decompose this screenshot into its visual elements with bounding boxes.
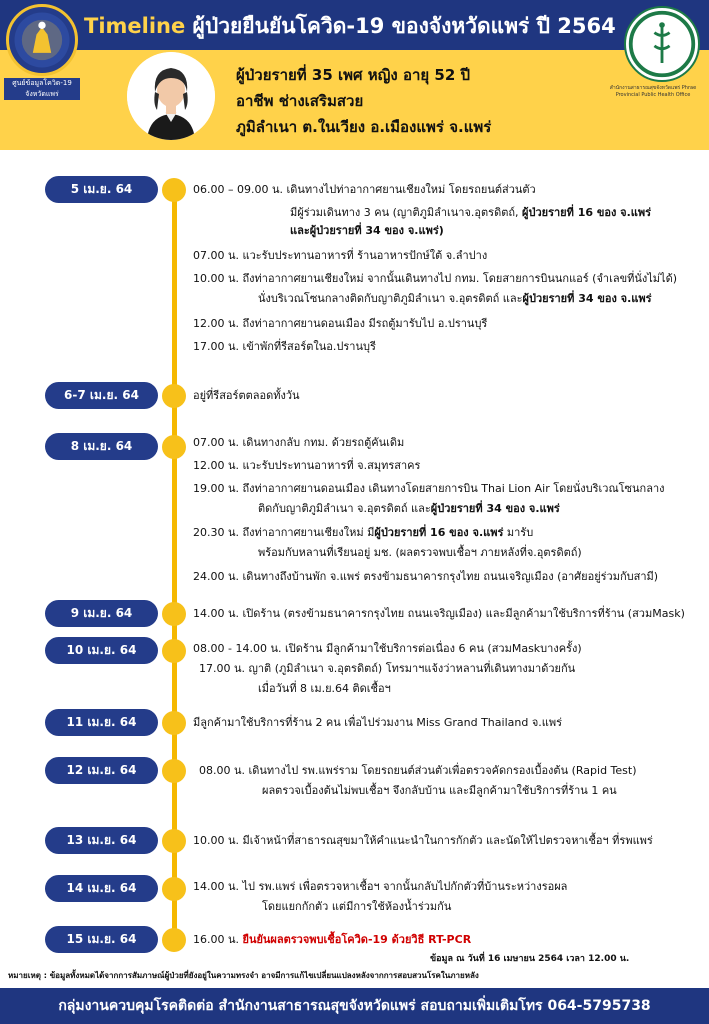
event-line: มีผู้ร่วมเดินทาง 3 คน (ญาติภูมิลำเนาจ.อุตรดิตถ์, ผู้ป่วยรายที่ 16 ของ จ.แพร่ — [290, 206, 652, 219]
event-line: ผลตรวจเบื้องต้นไม่พบเชื้อฯ จึงกลับบ้าน และมีลูกค้ามาใช้บริการที่ร้าน 1 คน — [262, 784, 617, 797]
event-line: ติดกับญาติภูมิลำเนา จ.อุตรดิตถ์ และผู้ป่วยรายที่ 34 ของ จ.แพร่ — [258, 502, 560, 515]
event-line: 17.00 น. ญาติ (ภูมิลำเนา จ.อุตรดิตถ์) โทรมาฯแจ้งว่าหลานที่เดินทางมาด้วยกัน — [199, 662, 576, 675]
event-line: 07.00 น. แวะรับประทานอาหารที่ ร้านอาหารปักษ์ใต้ จ.ลำปาง — [193, 249, 488, 262]
event-line: พร้อมกับหลานที่เรียนอยู่ มช. (ผลตรวจพบเชื้อฯ ภายหลังที่จ.อุตรดิตถ์) — [258, 546, 582, 559]
event-line: 24.00 น. เดินทางถึงบ้านพัก จ.แพร่ ตรงข้ามธนาคารกรุงไทย ถนนเจริญเมือง (อาศัยอยู่ร่วมกับสามี) — [193, 570, 659, 583]
timeline-dot — [162, 602, 186, 626]
event-line: 12.00 น. ถึงท่าอากาศยานดอนเมือง มีรถตู้มารับไป อ.ปรานบุรี — [193, 317, 488, 330]
page-title: Timeline ผู้ป่วยยืนยันโควิด-19 ของจังหวัดแพร่ ปี 2564 — [84, 14, 616, 38]
event-line: 19.00 น. ถึงท่าอากาศยานดอนเมือง เดินทางโดยสายการบิน Thai Lion Air โดยนั่งบริเวณโซนกลาง — [193, 482, 665, 495]
event-line: 17.00 น. เข้าพักที่รีสอร์ตในอ.ปรานบุรี — [193, 340, 376, 353]
timeline-dot — [162, 829, 186, 853]
timeline-dot — [162, 877, 186, 901]
moph-logo-icon — [624, 6, 700, 82]
event-line: เมื่อวันที่ 8 เม.ย.64 ติดเชื้อฯ — [258, 682, 391, 695]
patient-line-case: ผู้ป่วยรายที่ 35 เพศ หญิง อายุ 52 ปี — [236, 66, 471, 84]
date-pill-11-apr: 11 เม.ย. 64 — [45, 709, 158, 736]
date-pill-12-apr: 12 เม.ย. 64 — [45, 757, 158, 784]
event-line: 14.00 น. ไป รพ.แพร่ เพื่อตรวจหาเชื้อฯ จากนั้นกลับไปกักตัวที่บ้านระหว่างรอผล — [193, 880, 568, 893]
event-line: อยู่ที่รีสอร์ตตลอดทั้งวัน — [193, 389, 300, 402]
date-pill-5-apr: 5 เม.ย. 64 — [45, 176, 158, 203]
timeline-dot — [162, 384, 186, 408]
timeline-dot — [162, 711, 186, 735]
event-line: และผู้ป่วยรายที่ 34 ของ จ.แพร่) — [290, 224, 444, 237]
event-line: 20.30 น. ถึงท่าอากาศยานเชียงใหม่ มีผู้ป่วยรายที่ 16 ของ จ.แพร่ มารับ — [193, 526, 534, 539]
event-line: มีลูกค้ามาใช้บริการที่ร้าน 2 คน เพื่อไปร่วมงาน Miss Grand Thailand จ.แพร่ — [193, 716, 563, 729]
date-pill-6-7-apr: 6-7 เม.ย. 64 — [45, 382, 158, 409]
event-line: 07.00 น. เดินทางกลับ กทม. ด้วยรถตู้คันเดิม — [193, 436, 405, 449]
timeline-dot — [162, 759, 186, 783]
event-line: 08.00 - 14.00 น. เปิดร้าน มีลูกค้ามาใช้บริการต่อเนื่อง 6 คน (สวมMaskบางครั้ง) — [193, 642, 582, 655]
event-line: โดยแยกกักตัว แต่มีการใช้ห้องน้ำร่วมกัน — [262, 900, 452, 913]
footer-contact: กลุ่มงานควบคุมโรคติดต่อ สำนักงานสาธารณสุขจังหวัดแพร่ สอบถามเพิ่มเติมโทร 064-5795738 — [0, 988, 709, 1024]
timeline-dot — [162, 435, 186, 459]
patient-line-occupation: อาชีพ ช่างเสริมสวย — [236, 92, 364, 110]
timeline-dot — [162, 639, 186, 663]
data-as-of-note: ข้อมูล ณ วันที่ 16 เมษายน 2564 เวลา 12.00 น. — [430, 954, 630, 964]
remark-note: หมายเหตุ : ข้อมูลทั้งหมดได้จากการสัมภาษณ์ผู้ป่วยที่ยังอยู่ในความทรงจำ อาจมีการแก้ไขเปลี่ยนแปลงหลังจากการสอบสวนโรคในภายหลัง — [8, 971, 479, 980]
event-line: 10.00 น. ถึงท่าอากาศยานเชียงใหม่ จากนั้นเดินทางไป กทม. โดยสายการบินนกแอร์ (จำเลขที่นั่งไม่ได้) — [193, 272, 678, 285]
patient-avatar — [127, 52, 215, 140]
event-line: 12.00 น. แวะรับประทานอาหารที่ จ.สมุทรสาคร — [193, 459, 421, 472]
patient-info — [236, 62, 491, 140]
event-line: นั่งบริเวณโซนกลางติดกับญาติภูมิลำเนา จ.อุตรดิตถ์ และผู้ป่วยรายที่ 34 ของ จ.แพร่ — [258, 292, 652, 305]
date-pill-15-apr: 15 เม.ย. 64 — [45, 926, 158, 953]
moph-caption: สำนักงานสาธารณสุขจังหวัดแพร่ Phrae Provincial Public Health Office — [609, 85, 697, 98]
date-pill-13-apr: 13 เม.ย. 64 — [45, 827, 158, 854]
date-pill-8-apr: 8 เม.ย. 64 — [45, 433, 158, 460]
date-pill-14-apr: 14 เม.ย. 64 — [45, 875, 158, 902]
covid-center-label: ศูนย์ข้อมูลโควิด-19 จังหวัดแพร่ — [4, 78, 80, 100]
event-line: 06.00 – 09.00 น. เดินทางไปท่าอากาศยานเชียงใหม่ โดยรถยนต์ส่วนตัว — [193, 183, 536, 196]
timeline-dot — [162, 178, 186, 202]
event-line-confirmed: 16.00 น. ยืนยันผลตรวจพบเชื้อโควิด-19 ด้วยวิธี RT-PCR — [193, 933, 472, 946]
timeline-axis — [172, 188, 177, 940]
date-pill-9-apr: 9 เม.ย. 64 — [45, 600, 158, 627]
event-line: 10.00 น. มีเจ้าหน้าที่สาธารณสุขมาให้คำแนะนำในการกักตัว และนัดให้ไปตรวจหาเชื้อฯ ที่รพแพร่ — [193, 834, 653, 847]
phrae-emblem-icon — [6, 4, 78, 76]
event-line: 14.00 น. เปิดร้าน (ตรงข้ามธนาคารกรุงไทย ถนนเจริญเมือง) และมีลูกค้ามาใช้บริการที่ร้าน (สวมMask) — [193, 607, 685, 620]
timeline-dot — [162, 928, 186, 952]
event-line: 08.00 น. เดินทางไป รพ.แพร่ราม โดยรถยนต์ส่วนตัวเพื่อตรวจคัดกรองเบื้องต้น (Rapid Test) — [199, 764, 637, 777]
patient-line-domicile: ภูมิลำเนา ต.ในเวียง อ.เมืองแพร่ จ.แพร่ — [236, 118, 492, 136]
date-pill-10-apr: 10 เม.ย. 64 — [45, 637, 158, 664]
